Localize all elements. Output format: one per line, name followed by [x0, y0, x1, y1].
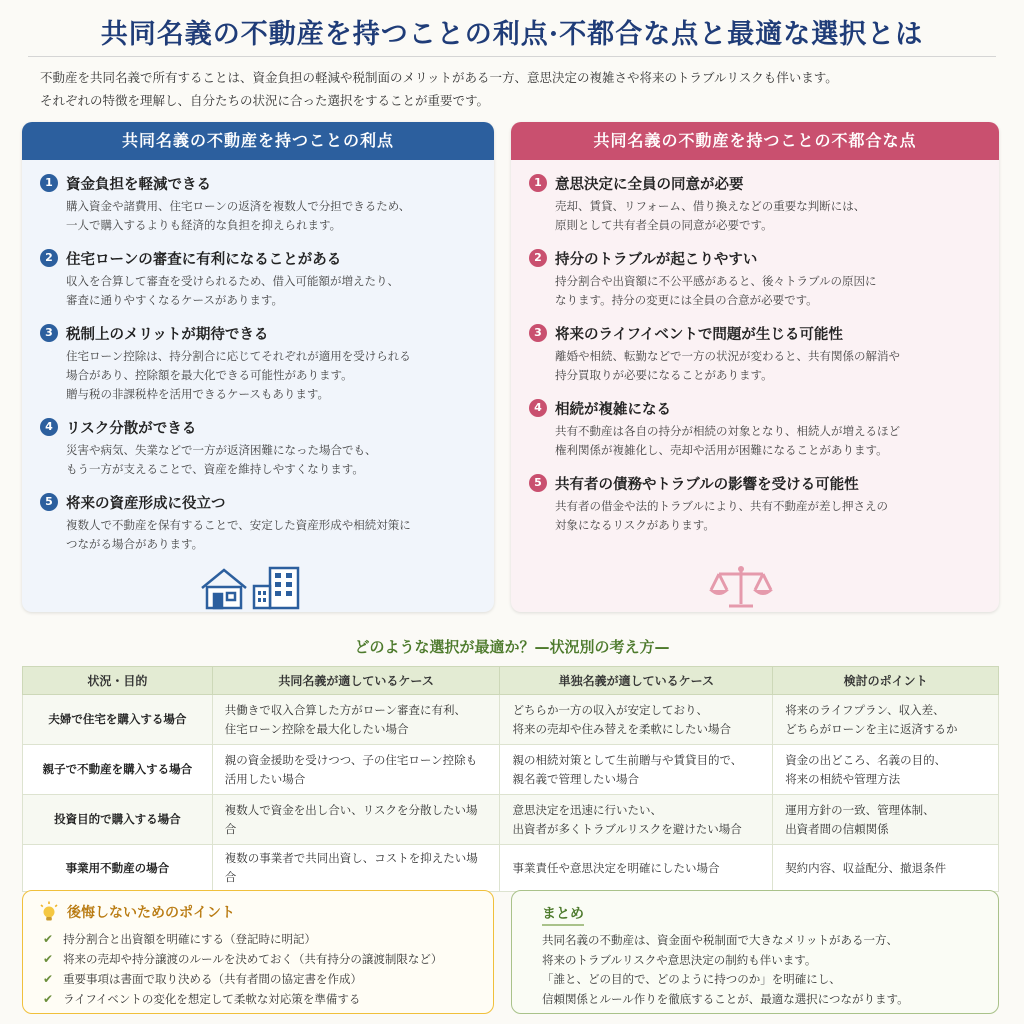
number-badge: 3: [529, 324, 547, 342]
number-badge: 2: [40, 249, 58, 267]
scale-icon: [511, 562, 999, 612]
tip-text: 重要事項は書面で取り決める（共有者間の協定書を作成）: [63, 972, 363, 986]
number-badge: 4: [529, 399, 547, 417]
disadvantage-item: [529, 247, 985, 310]
table-header-row: [23, 667, 999, 695]
advantage-title: 住宅ローンの審査に有利になることがある: [66, 251, 342, 268]
table-cell: 親子で不動産を購入する場合: [23, 745, 213, 795]
tips-heading: 後悔しないためのポイント: [67, 905, 235, 921]
list-item: [43, 929, 442, 949]
table-cell: 事業責任や意思決定を明確にしたい場合: [500, 845, 773, 892]
number-badge: 1: [40, 174, 58, 192]
check-icon: ✔: [43, 992, 54, 1006]
number-badge: 3: [40, 324, 58, 342]
table-cell: どちらか一方の収入が安定しており、 将来の売却や住み替えを柔軟にしたい場合: [500, 695, 773, 745]
table-row: [23, 795, 999, 845]
disadvantage-item: [529, 397, 985, 460]
disadvantage-item: [529, 472, 985, 535]
tip-text: ライフイベントの変化を想定して柔軟な対応策を準備する: [63, 992, 361, 1006]
number-badge: 1: [529, 174, 547, 192]
advantage-body: 購入資金や諸費用、住宅ローンの返済を複数人で分担できるため、 一人で購入するよりも経済的な負担を抑えられます。: [66, 199, 411, 232]
advantage-item: [40, 172, 480, 235]
disadvantage-body: 売却、賃貸、リフォーム、借り換えなどの重要な判断には、 原則として共有者全員の同意が必要です。: [555, 199, 866, 232]
table-cell: 意思決定を迅速に行いたい、 出資者が多くトラブルリスクを避けたい場合: [500, 795, 773, 845]
disadvantage-body: 離婚や相続、転勤などで一方の状況が変わると、共有関係の解消や 持分買取りが必要になることがあります。: [555, 349, 900, 382]
column-header: 共同名義が適しているケース: [212, 667, 500, 695]
page-title: 共同名義の不動産を持つことの利点·不都合な点と最適な選択とは: [100, 19, 924, 50]
tip-text: 将来の売却や持分譲渡のルールを決めておく（共有持分の譲渡制限など）: [63, 952, 443, 966]
number-badge: 5: [40, 493, 58, 511]
advantage-body: 収入を合算して審査を受けられるため、借入可能額が増えたり、 審査に通りやすくなるケースがあります。: [66, 274, 400, 307]
table-cell: 複数人で資金を出し合い、リスクを分散したい場合: [212, 795, 500, 845]
disadvantage-title: 持分のトラブルが起こりやすい: [555, 251, 758, 268]
advantage-item: [40, 491, 480, 554]
table-row: [23, 745, 999, 795]
list-item: [43, 969, 442, 989]
advantage-item: [40, 416, 480, 479]
table-cell: 親の資金援助を受けつつ、子の住宅ローン控除も 活用したい場合: [212, 745, 500, 795]
disadvantage-title: 共有者の債務やトラブルの影響を受ける可能性: [555, 476, 859, 493]
disadvantage-body: 共有者の借金や法的トラブルにより、共有不動産が差し押さえの 対象になるリスクがあります。: [555, 499, 889, 532]
number-badge: 2: [529, 249, 547, 267]
cases-table: [22, 666, 999, 892]
list-item: [43, 949, 442, 969]
advantages-heading: 共同名義の不動産を持つことの利点: [22, 122, 494, 160]
summary-heading: まとめ: [542, 903, 584, 926]
check-icon: ✔: [43, 972, 54, 986]
disadvantage-item: [529, 322, 985, 385]
advantage-item: [40, 322, 480, 404]
disadvantage-title: 相続が複雑になる: [555, 401, 671, 418]
disadvantage-body: 持分割合や出資額に不公平感があると、後々トラブルの原因に なります。持分の変更には全員の合意が必要です。: [555, 274, 877, 307]
disadvantage-body: 共有不動産は各自の持分が相続の対象となり、相続人が増えるほど 権利関係が複雑化し、売却や活用が困難になることがあります。: [555, 424, 900, 457]
column-header: 状況・目的: [23, 667, 213, 695]
advantage-item: [40, 247, 480, 310]
list-item: [43, 989, 442, 1009]
column-header: 単独名義が適しているケース: [500, 667, 773, 695]
number-badge: 4: [40, 418, 58, 436]
table-cell: 資金の出どころ、名義の目的、 将来の相続や管理方法: [773, 745, 999, 795]
summary-box: [511, 890, 999, 1014]
house-building-icon: [22, 562, 494, 612]
table-cell: 事業用不動産の場合: [23, 845, 213, 892]
disadvantages-panel: [511, 122, 999, 612]
advantages-panel: [22, 122, 494, 612]
check-icon: ✔: [43, 932, 54, 946]
tip-text: 持分割合と出資額を明確にする（登記時に明記）: [63, 932, 317, 946]
cases-heading: どのような選択が最適か？—状況別の考え方—: [354, 638, 670, 656]
tips-list: [43, 929, 442, 1009]
tips-box: [22, 890, 494, 1014]
table-cell: 夫婦で住宅を購入する場合: [23, 695, 213, 745]
table-cell: 投資目的で購入する場合: [23, 795, 213, 845]
column-header: 検討のポイント: [773, 667, 999, 695]
table-cell: 複数の事業者で共同出資し、コストを抑えたい場合: [212, 845, 500, 892]
advantage-body: 複数人で不動産を保有することで、安定した資産形成や相続対策に つながる場合があります。: [66, 518, 411, 551]
advantage-title: 将来の資産形成に役立つ: [66, 495, 226, 512]
table-cell: 運用方針の一致、管理体制、 出資者間の信頼関係: [773, 795, 999, 845]
number-badge: 5: [529, 474, 547, 492]
disadvantage-title: 意思決定に全員の同意が必要: [555, 176, 744, 193]
table-cell: 親の相続対策として生前贈与や賃貸目的で、 親名義で管理したい場合: [500, 745, 773, 795]
intro-text: [40, 66, 990, 112]
lightbulb-icon: [39, 901, 59, 923]
table-cell: 契約内容、収益配分、撤退条件: [773, 845, 999, 892]
advantage-title: リスク分散ができる: [66, 420, 197, 437]
table-row: [23, 695, 999, 745]
disadvantage-item: [529, 172, 985, 235]
check-icon: ✔: [43, 952, 54, 966]
advantage-title: 税制上のメリットが期待できる: [66, 326, 269, 343]
disadvantages-heading: 共同名義の不動産を持つことの不都合な点: [511, 122, 999, 160]
summary-body: 共同名義の不動産は、資金面や税制面で大きなメリットがある一方、 将来のトラブルリスクや意思決定の制約も伴います。 「誰と、どの目的で、どのように持つのか」を明確にし、 信頼関係とルール作りを徹底することが、最適な選択につながります。: [542, 933, 909, 1006]
advantage-title: 資金負担を軽減できる: [66, 176, 211, 193]
table-cell: 共働きで収入合算した方がローン審査に有利、 住宅ローン控除を最大化したい場合: [212, 695, 500, 745]
title-divider: [28, 56, 996, 57]
intro-line: 不動産を共同名義で所有することは、資金負担の軽減や税制面のメリットがある一方、意思決定の複雑さや将来のトラブルリスクも伴います。: [40, 70, 838, 85]
table-cell: 将来のライフプラン、収入差、 どちらがローンを主に返済するか: [773, 695, 999, 745]
intro-line: それぞれの特徴を理解し、自分たちの状況に合った選択をすることが重要です。: [40, 93, 490, 108]
advantage-body: 住宅ローン控除は、持分割合に応じてそれぞれが適用を受けられる 場合があり、控除額を最大化できる可能性があります。 贈与税の非課税枠を活用できるケースもあります。: [66, 349, 411, 401]
table-row: [23, 845, 999, 892]
advantage-body: 災害や病気、失業などで一方が返済困難になった場合でも、 もう一方が支えることで、資産を維持しやすくなります。: [66, 443, 377, 476]
disadvantage-title: 将来のライフイベントで問題が生じる可能性: [555, 326, 843, 343]
